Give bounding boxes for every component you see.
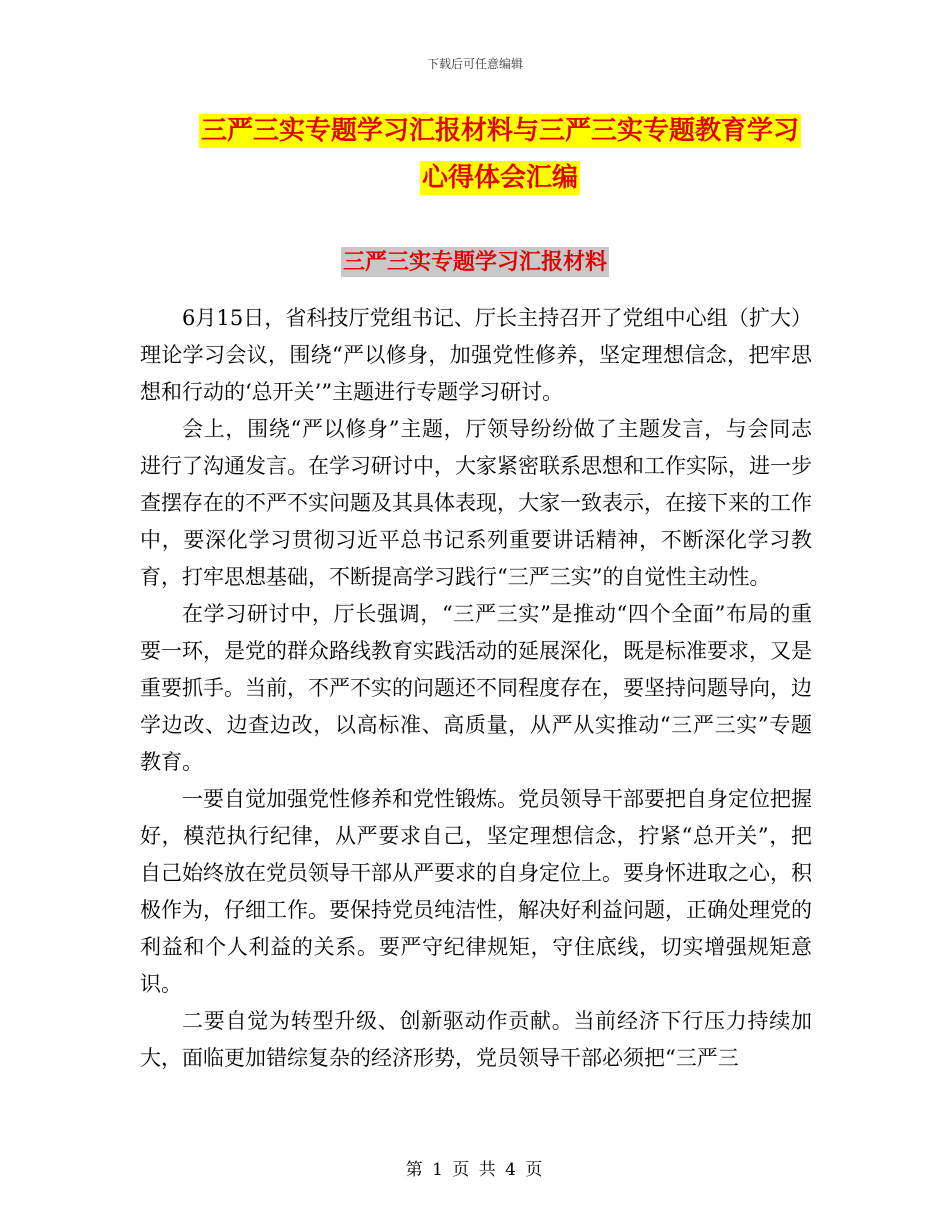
page-footer: 第 1 页 共 4 页 — [405, 1160, 545, 1180]
paragraph-2: 会上，围绕“严以修身”主题，厅领导纷纷做了主题发言，与会同志进行了沟通发言。在学习研讨中，大家紧密联系思想和工作实际，进一步查摆存在的不严不实问题及其具体表现，大家一致表示，在接下来的工作中，要深化学习贯彻习近平总书记系列重要讲话精神，不断深化学习教育，打牢思想基础，不断提高学习践行“三严三实”的自觉性主动性。 — [140, 417, 812, 589]
document-title — [140, 108, 860, 202]
subtitle-text: 三严三实专题学习汇报材料 — [342, 249, 607, 275]
title-line-2: 心得体会汇编 — [421, 163, 578, 193]
paragraph-5: 二要自觉为转型升级、创新驱动作贡献。当前经济下行压力持续加大，面临更加错综复杂的经济形势，党员领导干部必须把“三严三 — [140, 1009, 812, 1070]
paragraph-1: 6月15日，省科技厅党组书记、厅长主持召开了党组中心组（扩大）理论学习会议，围绕“严以修身，加强党性修养，坚定理想信念，把牢思想和行动的‘总开关’”主题进行专题学习研讨。 — [140, 306, 812, 404]
section-subtitle — [0, 245, 950, 276]
body-text — [140, 300, 812, 1077]
title-line-1: 三严三实专题学习汇报材料与三严三实专题教育学习 — [200, 116, 799, 146]
paragraph-4: 一要自觉加强党性修养和党性锻炼。党员领导干部要把自身定位把握好，模范执行纪律，从严要求自己，坚定理想信念，拧紧“总开关”，把自己始终放在党员领导干部从严要求的自身定位上。要身怀进取之心，积极作为，仔细工作。要保持党员纯洁性，解决好利益问题，正确处理党的利益和个人利益的关系。要严守纪律规矩，守住底线，切实增强规矩意识。 — [140, 787, 812, 996]
header-note: 下载后可任意编辑 — [426, 57, 523, 71]
paragraph-3: 在学习研讨中，厅长强调，“三严三实”是推动“四个全面”布局的重要一环，是党的群众路线教育实践活动的延展深化，既是标准要求，又是重要抓手。当前，不严不实的问题还不同程度存在，要坚持问题导向，边学边改、边查边改，以高标准、高质量，从严从实推动“三严三实”专题教育。 — [140, 602, 812, 774]
